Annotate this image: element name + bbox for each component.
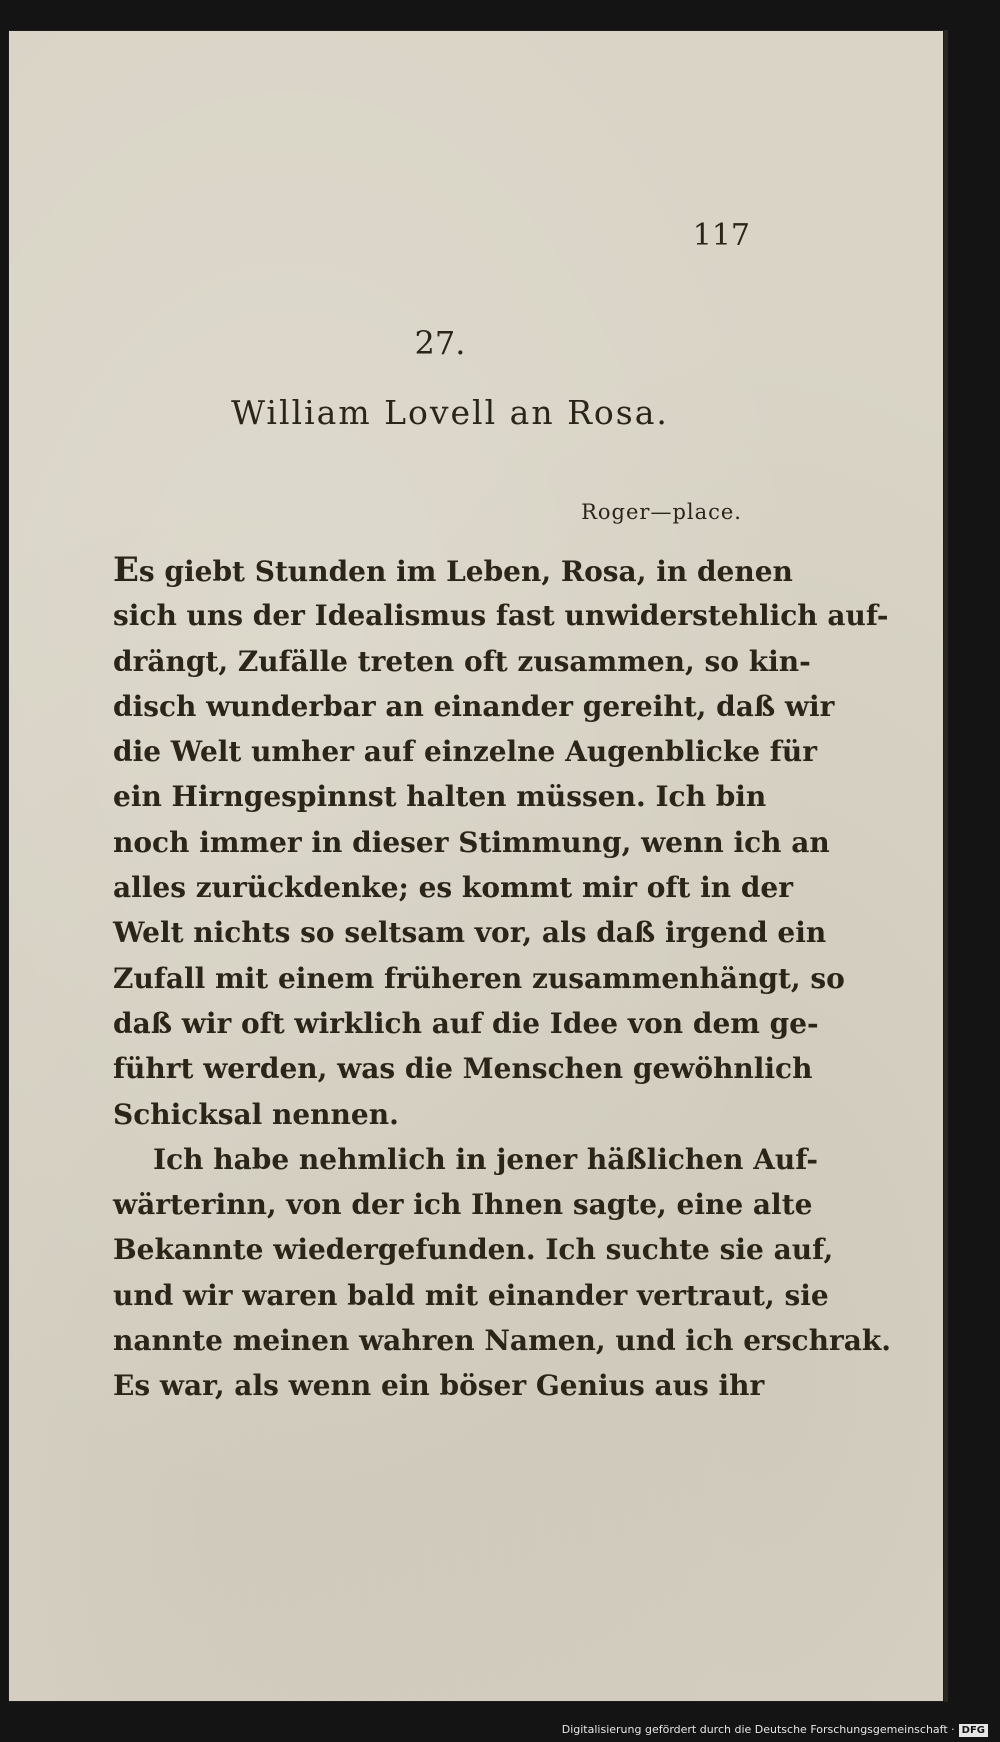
letter-body [113, 548, 891, 1409]
body-line: sich uns der Idealismus fast unwiderstehlich auf- [113, 599, 889, 633]
body-line: Es war, als wenn ein böser Genius aus ihr [113, 1369, 765, 1403]
credit-text: Digitalisierung gefördert durch die Deutsche Forschungsgemeinschaft · [561, 1723, 955, 1736]
letter-place: Roger—place. [581, 500, 742, 524]
body-line: alles zurückdenke; es kommt mir oft in der [113, 871, 793, 905]
digitization-credit [562, 1723, 988, 1737]
body-line: ein Hirngespinnst halten müssen. Ich bin [113, 780, 767, 814]
body-line: disch wunderbar an einander gereiht, daß wir [113, 689, 835, 723]
body-line: Zufall mit einem früheren zusammenhängt, so [113, 961, 845, 995]
body-line: noch immer in dieser Stimmung, wenn ich an [113, 825, 830, 859]
letter-number: 27. [414, 324, 466, 362]
page-edge [944, 30, 948, 1702]
dfg-logo: DFG [959, 1724, 988, 1737]
body-line: Schicksal nennen. [113, 1097, 399, 1131]
drop-cap: E [113, 550, 139, 590]
body-line: führt werden, was die Menschen gewöhnlich [113, 1052, 813, 1086]
body-line: nannte meinen wahren Namen, und ich erschrak. [113, 1324, 891, 1358]
body-line: daß wir oft wirklich auf die Idee von dem ge- [113, 1006, 819, 1040]
body-line: drängt, Zufälle treten oft zusammen, so kin- [113, 644, 811, 678]
body-line: wärterinn, von der ich Ihnen sagte, eine alte [113, 1188, 813, 1222]
letter-title: William Lovell an Rosa. [231, 393, 669, 432]
body-line: Bekannte wiedergefunden. Ich suchte sie auf, [113, 1233, 834, 1267]
page-number: 117 [692, 218, 750, 253]
body-line [113, 548, 793, 593]
body-line-rest: s giebt Stunden im Leben, Rosa, in denen [138, 555, 793, 588]
body-line: und wir waren bald mit einander vertraut, sie [113, 1278, 829, 1312]
body-line: die Welt umher auf einzelne Augenblicke für [113, 735, 817, 769]
body-line: Ich habe nehmlich in jener häßlichen Auf- [153, 1142, 818, 1176]
body-line: Welt nichts so seltsam vor, als daß irgend ein [113, 916, 827, 950]
